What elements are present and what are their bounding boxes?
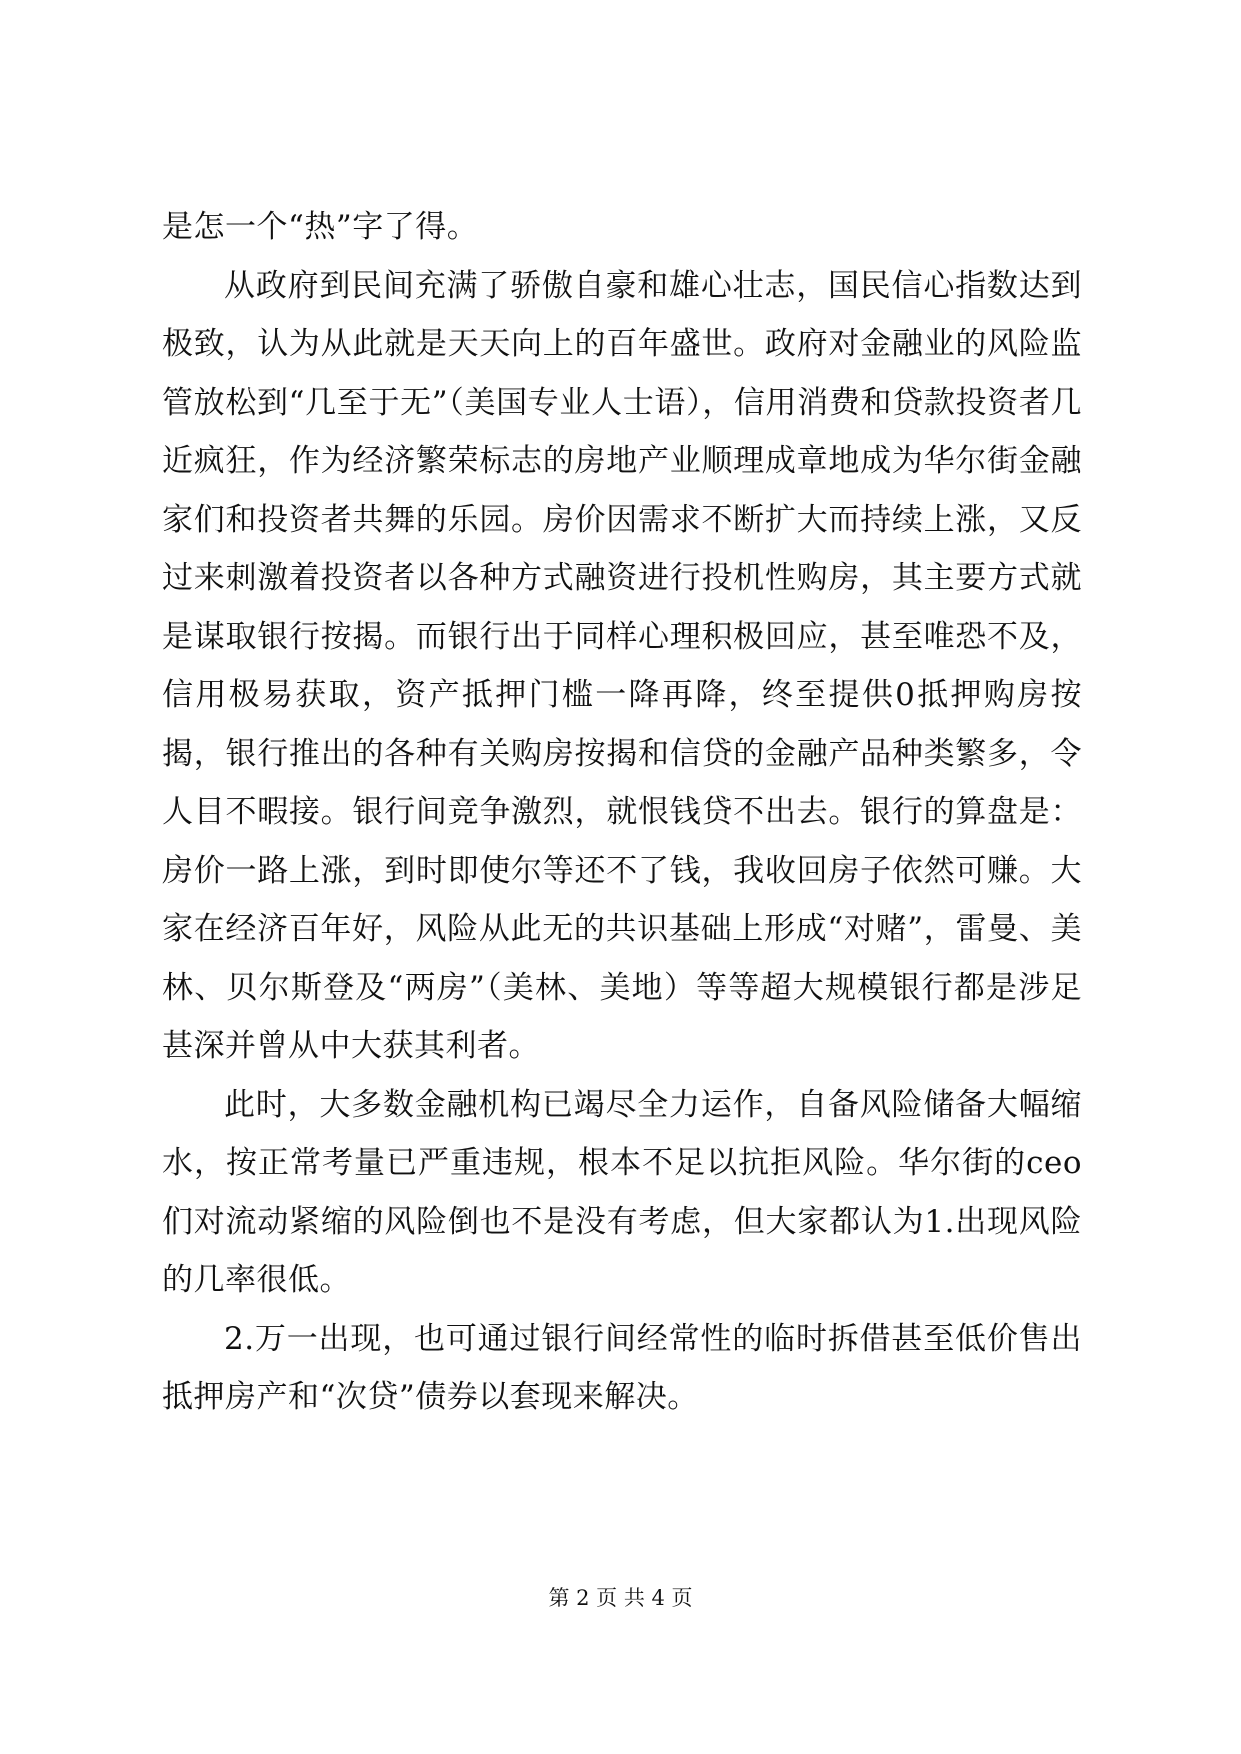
- page-footer: 第 2 页 共 4 页: [548, 1586, 693, 1610]
- paragraph-point-two: 2.万一出现，也可通过银行间经常性的临时拆借甚至低价售出抵押房产和“次贷”债券以套现来解决。: [162, 1320, 1082, 1415]
- document-body: [162, 198, 1082, 1427]
- paragraph-continuation: 是怎一个“热”字了得。: [162, 209, 479, 245]
- paragraph-risk-reserves: 此时，大多数金融机构已竭尽全力运作，自备风险储备大幅缩水，按正常考量已严重违规，根本不足以抗拒风险。华尔街的ceo们对流动紧缩的风险倒也不是没有考虑，但大家都认为1.出现风险的几率很低。: [162, 1086, 1082, 1298]
- paragraph-market-euphoria: 从政府到民间充满了骄傲自豪和雄心壮志，国民信心指数达到极致，认为从此就是天天向上的百年盛世。政府对金融业的风险监管放松到“几至于无”（美国专业人士语），信用消费和贷款投资者几近疯狂，作为经济繁荣标志的房地产业顺理成章地成为华尔街金融家们和投资者共舞的乐园。房价因需求不断扩大而持续上涨，又反过来刺激着投资者以各种方式融资进行投机性购房，其主要方式就是谋取银行按揭。而银行出于同样心理积极回应，甚至唯恐不及，信用极易获取，资产抵押门槛一降再降，终至提供0抵押购房按揭，银行推出的各种有关购房按揭和信贷的金融产品种类繁多，令人目不暇接。银行间竞争激烈，就恨钱贷不出去。银行的算盘是：房价一路上涨，到时即使尔等还不了钱，我收回房子依然可赚。大家在经济百年好，风险从此无的共识基础上形成“对赌”，雷曼、美林、贝尔斯登及“两房”（美林、美地）等等超大规模银行都是涉足甚深并曾从中大获其利者。: [162, 267, 1082, 1064]
